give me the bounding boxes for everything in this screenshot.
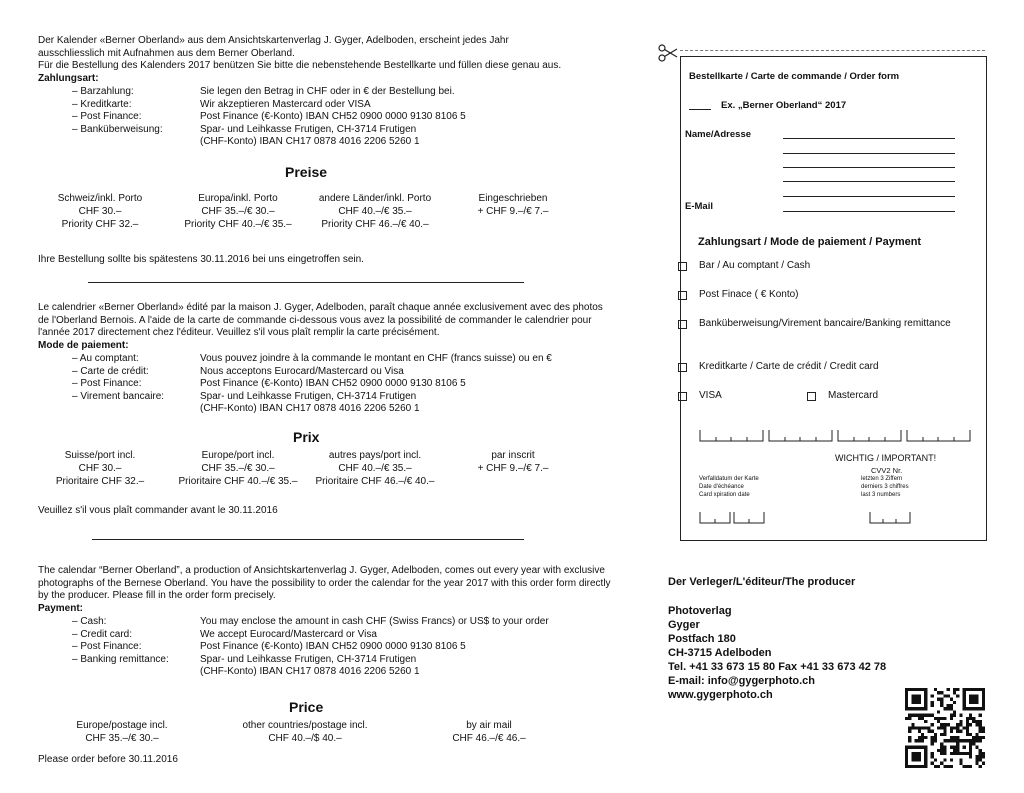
french-intro-line: de l'Oberland Bernois. A l'aide de la carte de commande ci-dessous vous avez la possibilité de commander le calendrier pour — [38, 314, 592, 326]
french-price-col — [163, 449, 313, 488]
french-intro — [38, 302, 603, 352]
publisher-line: Gyger — [668, 619, 700, 631]
french-price-col — [25, 449, 175, 488]
payment-row — [72, 366, 552, 379]
french-price-col — [300, 449, 450, 488]
payment-row — [72, 99, 466, 112]
visa-checkbox[interactable] — [678, 392, 687, 401]
payment-key: – Cash: — [72, 616, 107, 627]
payment-key: – Banking remittance: — [72, 653, 169, 665]
email-label: E-Mail — [685, 201, 713, 212]
price-cell: + CHF 9.–/€ 7.– — [477, 463, 549, 474]
french-payment-list — [72, 353, 552, 416]
expiry-caption-line: Date d'échéance — [699, 484, 744, 490]
quantity-label: Ex. „Berner Oberland“ 2017 — [721, 100, 847, 111]
publisher-address — [668, 604, 886, 702]
payment-key: – Credit card: — [72, 628, 133, 640]
price-cell: Europa/inkl. Porto — [198, 193, 278, 204]
price-cell: CHF 35.–/€ 30.– — [85, 733, 159, 744]
english-intro — [38, 565, 611, 615]
payment-row — [72, 666, 549, 679]
price-cell: andere Länder/inkl. Porto — [318, 193, 432, 204]
price-cell: CHF 40.–/€ 35.– — [338, 463, 412, 474]
cvv-title: CVV2 Nr. — [871, 466, 903, 475]
price-cell: Europe/port incl. — [201, 450, 275, 461]
price-cell: CHF 35.–/€ 30.– — [201, 206, 275, 217]
english-price-title: Price — [289, 699, 324, 715]
bank-checkbox[interactable] — [678, 320, 687, 329]
payment-row — [72, 654, 549, 667]
publisher-line: CH-3715 Adelboden — [668, 647, 772, 659]
postfinance-option-label: Post Finace ( € Konto) — [699, 289, 799, 300]
cvv-caption-line: last 3 numbers — [861, 492, 901, 498]
cash-option-label: Bar / Au comptant / Cash — [699, 260, 811, 271]
french-intro-line: l'année 2017 directement chez l'éditeur. Veuillez s'il vous plaît remplir la carte précisément. — [38, 327, 440, 338]
payment-row — [72, 391, 552, 404]
french-price-col — [438, 449, 588, 475]
payment-key: – Carte de crédit: — [72, 365, 149, 377]
german-payment-heading: Zahlungsart: — [38, 72, 99, 84]
price-cell: par inscrit — [491, 450, 535, 461]
payment-row — [72, 616, 549, 629]
important-label: WICHTIG / IMPORTANT! — [835, 453, 937, 463]
publisher-heading: Der Verleger/L'éditeur/The producer — [668, 576, 856, 588]
payment-key — [72, 666, 200, 679]
payment-key: – Post Finance: — [72, 111, 142, 123]
price-cell: CHF 40.–/€ 35.– — [338, 206, 412, 217]
price-cell: CHF 40.–/$ 40.– — [268, 733, 342, 744]
payment-row — [72, 124, 466, 137]
cvv-caption-line: derniers 3 chiffres — [861, 484, 909, 490]
german-price-title: Preise — [285, 164, 328, 180]
price-cell: + CHF 9.–/€ 7.– — [477, 206, 549, 217]
mastercard-option-label: Mastercard — [828, 390, 879, 401]
name-address-field[interactable] — [783, 181, 955, 182]
german-intro-line: Für die Bestellung des Kalenders 2017 benützen Sie bitte die nebenstehende Bestellkarte und füllen diese genau aus. — [38, 60, 562, 71]
payment-row — [72, 629, 549, 642]
quantity-field[interactable] — [689, 109, 711, 110]
section-divider — [88, 282, 524, 283]
price-cell: CHF 30.– — [78, 463, 122, 474]
email-field[interactable] — [783, 211, 955, 212]
expiry-caption-line: Card xpiration date — [699, 492, 750, 498]
payment-value: (CHF-Konto) IBAN CH17 0878 4016 2206 5260 1 — [200, 403, 420, 415]
german-price-col — [163, 192, 313, 231]
price-cell: Prioritaire CHF 46.–/€ 40.– — [315, 476, 435, 487]
cash-checkbox[interactable] — [678, 262, 687, 271]
price-cell: CHF 30.– — [78, 206, 122, 217]
price-cell: other countries/postage incl. — [242, 720, 368, 731]
price-cell: Priority CHF 32.– — [61, 219, 139, 230]
scissors-icon — [658, 44, 678, 65]
english-intro-line: The calendar “Berner Oberland”, a production of Ansichtskartenverlag J. Gyger, Adelboden, comes out every year with exclusive — [38, 565, 605, 576]
english-price-col — [230, 719, 380, 745]
payment-key: – Post Finance: — [72, 378, 142, 390]
publisher-line[interactable]: www.gygerphoto.ch — [668, 689, 773, 701]
credit-card-option-label: Kreditkarte / Carte de crédit / Credit card — [699, 361, 879, 372]
payment-value: Spar- und Leihkasse Frutigen, CH-3714 Frutigen — [200, 390, 417, 402]
payment-value: (CHF-Konto) IBAN CH17 0878 4016 2206 5260 1 — [200, 666, 420, 678]
payment-key: – Barzahlung: — [72, 86, 134, 97]
french-intro-line: Le calendrier «Berner Oberland» édité par la maison J. Gyger, Adelboden, paraît chaque année exclusivement avec des photos — [38, 302, 603, 313]
price-cell: CHF 46.–/€ 46.– — [452, 733, 526, 744]
mastercard-checkbox[interactable] — [807, 392, 816, 401]
payment-value: Nous acceptons Eurocard/Mastercard ou Visa — [200, 365, 404, 377]
price-cell: by air mail — [466, 720, 512, 731]
english-payment-heading: Payment: — [38, 602, 84, 614]
payment-value: Post Finance (€-Konto) IBAN CH52 0900 0000 9130 8106 5 — [200, 111, 466, 123]
expiry-caption — [699, 475, 759, 499]
cvv-caption-line: letzten 3 Ziffern — [861, 476, 903, 482]
order-form — [680, 56, 987, 541]
name-address-field[interactable] — [783, 196, 955, 197]
payment-row — [72, 641, 549, 654]
payment-key: – Kreditkarte: — [72, 98, 132, 110]
price-cell: Prioritaire CHF 32.– — [55, 476, 145, 487]
payment-value: Spar- und Leihkasse Frutigen, CH-3714 Frutigen — [200, 123, 417, 135]
payment-key: – Virement bancaire: — [72, 390, 165, 402]
payment-value: Sie legen den Betrag in CHF oder in € der Bestellung bei. — [200, 86, 455, 97]
price-cell: Priority CHF 46.–/€ 40.– — [321, 219, 429, 230]
german-price-col — [438, 192, 588, 218]
german-intro-line: Der Kalender «Berner Oberland» aus dem Ansichtskartenverlag J. Gyger, Adelboden, erscheint jedes Jahr — [38, 35, 509, 46]
english-intro-line: photographs of the Bernese Oberland. You have the possibility to order the calendar for the year 2017 with this order form directly — [38, 577, 611, 589]
visa-option-label: VISA — [699, 390, 722, 401]
payment-value: Post Finance (€-Konto) IBAN CH52 0900 0000 9130 8106 5 — [200, 641, 466, 653]
price-cell: autres pays/port incl. — [328, 450, 422, 461]
payment-title: Zahlungsart / Mode de paiement / Payment — [698, 236, 922, 248]
english-deadline: Please order before 30.11.2016 — [38, 754, 178, 765]
german-price-col — [300, 192, 450, 231]
english-price-col — [414, 719, 564, 745]
german-intro — [38, 35, 561, 85]
payment-value: Spar- und Leihkasse Frutigen, CH-3714 Frutigen — [200, 653, 417, 665]
german-intro-line: ausschliesslich mit Aufnahmen aus dem Berner Oberland. — [38, 47, 295, 59]
price-cell: Europe/postage incl. — [76, 720, 168, 731]
payment-value: Post Finance (€-Konto) IBAN CH52 0900 0000 9130 8106 5 — [200, 378, 466, 390]
cut-line — [680, 50, 985, 51]
name-address-label: Name/Adresse — [685, 129, 752, 140]
price-cell: CHF 35.–/€ 30.– — [201, 463, 275, 474]
order-form-title: Bestellkarte / Carte de commande / Order form — [689, 71, 900, 82]
payment-row — [72, 86, 466, 99]
french-deadline: Veuillez s'il vous plaît commander avant le 30.11.2016 — [38, 505, 278, 516]
french-payment-heading: Mode de paiement: — [38, 339, 129, 351]
name-address-field[interactable] — [783, 138, 955, 139]
german-deadline: Ihre Bestellung sollte bis spätestens 30.11.2016 bei uns eingetroffen sein. — [38, 254, 364, 265]
price-cell: Prioritaire CHF 40.–/€ 35.– — [178, 476, 298, 487]
german-price-col — [25, 192, 175, 231]
payment-row — [72, 353, 552, 366]
payment-key — [72, 136, 200, 149]
english-intro-line: by the producer. Please fill in the order form precisely. — [38, 590, 276, 601]
payment-row — [72, 378, 552, 391]
payment-key: – Post Finance: — [72, 641, 142, 653]
payment-key — [72, 403, 200, 416]
payment-value: You may enclose the amount in cash CHF (Swiss Francs) or US$ to your order — [200, 616, 549, 627]
section-divider — [92, 539, 524, 540]
card-number-field[interactable] — [699, 430, 971, 440]
name-address-field[interactable] — [783, 153, 955, 154]
cvv-field[interactable] — [869, 512, 911, 522]
credit-card-checkbox[interactable] — [678, 363, 687, 372]
payment-value: We accept Eurocard/Mastercard or Visa — [200, 628, 377, 640]
publisher-line[interactable]: E-mail: info@gygerphoto.ch — [668, 675, 816, 687]
qr-code-icon — [905, 688, 985, 768]
publisher-line: Postfach 180 — [668, 633, 736, 645]
name-address-field[interactable] — [783, 167, 955, 168]
payment-value: (CHF-Konto) IBAN CH17 0878 4016 2206 5260 1 — [200, 136, 420, 148]
payment-row — [72, 111, 466, 124]
english-price-col — [47, 719, 197, 745]
cvv-caption — [861, 475, 909, 499]
publisher-line: Tel. +41 33 673 15 80 Fax +41 33 673 42 78 — [668, 661, 887, 673]
publisher-line: Photoverlag — [668, 605, 732, 617]
german-payment-list — [72, 86, 466, 149]
payment-value: Wir akzeptieren Mastercard oder VISA — [200, 98, 371, 110]
english-payment-list — [72, 616, 549, 679]
payment-key: – Au comptant: — [72, 353, 139, 364]
postfinance-checkbox[interactable] — [678, 291, 687, 300]
price-cell: Eingeschrieben — [478, 193, 548, 204]
price-cell: Priority CHF 40.–/€ 35.– — [184, 219, 292, 230]
payment-row — [72, 136, 466, 149]
expiry-caption-line: Verfalldatum der Karte — [699, 476, 759, 482]
payment-value: Vous pouvez joindre à la commande le montant en CHF (francs suisse) ou en € — [200, 353, 552, 364]
bank-option-label: Banküberweisung/Virement bancaire/Banking remittance — [699, 318, 951, 329]
price-cell: Schweiz/inkl. Porto — [57, 193, 143, 204]
expiry-date-field[interactable] — [699, 512, 765, 522]
french-price-title: Prix — [293, 429, 320, 445]
payment-row — [72, 403, 552, 416]
payment-key: – Banküberweisung: — [72, 123, 163, 135]
price-cell: Suisse/port incl. — [64, 450, 136, 461]
